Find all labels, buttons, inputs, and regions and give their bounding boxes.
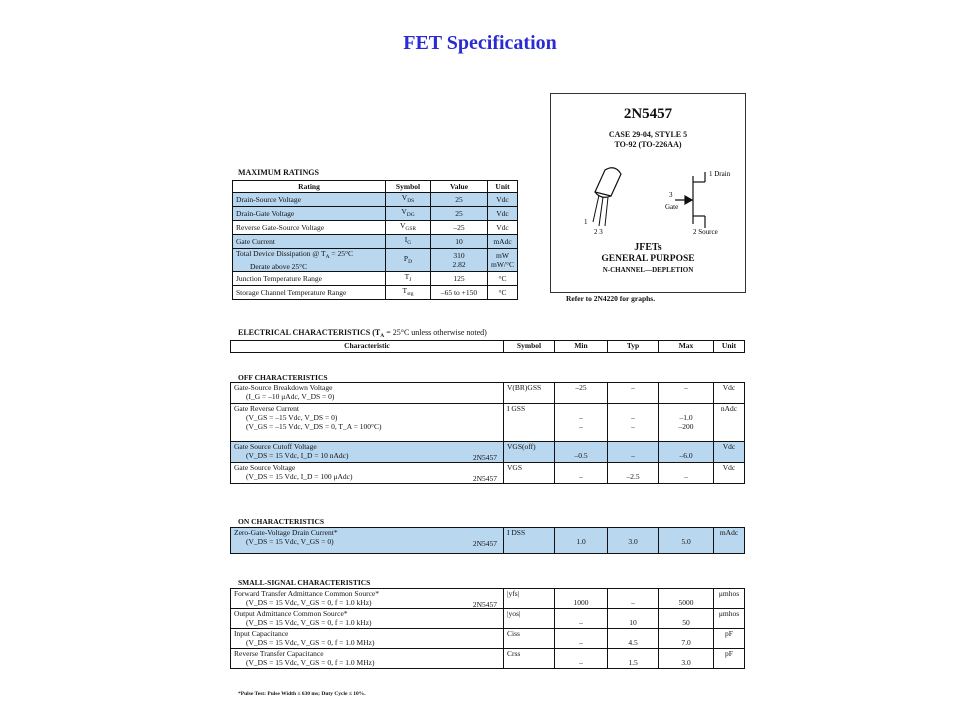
table-row: [233, 207, 518, 221]
characteristic-max: 7.0: [659, 629, 714, 649]
characteristic-max: 50: [659, 609, 714, 629]
table-row: [233, 235, 518, 249]
svg-text:1: 1: [584, 218, 588, 226]
svg-text:1 Drain: 1 Drain: [709, 170, 731, 178]
characteristic-name: Gate-Source Breakdown Voltage (I_G = –10 μAdc, V_DS = 0): [231, 383, 504, 404]
refer-note: Refer to 2N4220 for graphs.: [566, 294, 656, 303]
characteristic-symbol: VGS(off): [504, 442, 555, 463]
header-characteristic: Characteristic: [231, 341, 504, 353]
characteristic-min: 1000: [555, 589, 608, 609]
rating-unit: Vdc: [488, 207, 518, 221]
characteristic-name: Gate Reverse Current (V_GS = –15 Vdc, V_DS = 0) (V_GS = –15 Vdc, V_DS = 0, T_A = 100°C): [231, 404, 504, 442]
characteristic-typ: – –: [608, 404, 659, 442]
rating-value: 125: [431, 272, 488, 286]
characteristic-symbol: |yfs|: [504, 589, 555, 609]
characteristic-symbol: Ciss: [504, 629, 555, 649]
characteristic-max: –: [659, 463, 714, 484]
table-row: [231, 629, 745, 649]
on-characteristics-title: ON CHARACTERISTICS: [238, 517, 325, 526]
device-info-box: [550, 93, 746, 293]
small-signal-table: [230, 588, 745, 669]
header-symbol: Symbol: [386, 181, 431, 193]
rating-name: Reverse Gate-Source Voltage: [233, 221, 386, 235]
characteristic-max: –1.0 –200: [659, 404, 714, 442]
characteristic-min: –: [555, 609, 608, 629]
characteristic-min: –: [555, 629, 608, 649]
rating-unit: Vdc: [488, 221, 518, 235]
table-row: [233, 193, 518, 207]
header-value: Value: [431, 181, 488, 193]
slide-title: FET Specification: [403, 32, 557, 54]
device-description: JFETs GENERAL PURPOSE N-CHANNEL—DEPLETION: [601, 242, 695, 274]
characteristic-max: –: [659, 383, 714, 404]
characteristic-typ: –: [608, 383, 659, 404]
characteristic-unit: μmhos: [714, 609, 745, 629]
characteristic-typ: –: [608, 589, 659, 609]
max-ratings-title: MAXIMUM RATINGS: [238, 168, 319, 177]
characteristic-typ: –2.5: [608, 463, 659, 484]
rating-unit: mW mW/°C: [488, 249, 518, 272]
device-name: 2N5457: [623, 106, 673, 122]
characteristic-max: 5.0: [659, 528, 714, 554]
table-row: [233, 286, 518, 300]
characteristic-unit: pF: [714, 649, 745, 669]
table-row: [231, 528, 745, 554]
characteristic-symbol: I GSS: [504, 404, 555, 442]
rating-symbol: $T_{stg}$: [386, 286, 431, 300]
characteristic-symbol: VGS: [504, 463, 555, 484]
rating-symbol: $I_G$: [386, 235, 431, 249]
rating-symbol: $V_{GSR}$: [386, 221, 431, 235]
table-row: [231, 442, 745, 463]
characteristic-symbol: Crss: [504, 649, 555, 669]
rating-value: 310 2.82: [431, 249, 488, 272]
rating-unit: °C: [488, 272, 518, 286]
svg-text:2 Source: 2 Source: [693, 228, 718, 236]
characteristic-name: Reverse Transfer Capacitance (V_DS = 15 Vdc, V_GS = 0, f = 1.0 MHz): [231, 649, 504, 669]
characteristic-min: – –: [555, 404, 608, 442]
max-ratings-table: [232, 180, 518, 300]
small-signal-title: SMALL-SIGNAL CHARACTERISTICS: [238, 578, 371, 587]
device-tag: 2N5457: [472, 453, 497, 462]
characteristic-name: Gate Source Cutoff Voltage (V_DS = 15 Vdc, I_D = 10 nAdc) 2N5457: [231, 442, 504, 463]
table-row: [231, 589, 745, 609]
characteristic-typ: –: [608, 442, 659, 463]
characteristic-name: Input Capacitance (V_DS = 15 Vdc, V_GS = 0, f = 1.0 MHz): [231, 629, 504, 649]
rating-value: 10: [431, 235, 488, 249]
table-row: [231, 404, 745, 442]
table-row: [231, 609, 745, 629]
characteristic-unit: nAdc: [714, 404, 745, 442]
characteristic-typ: 1.5: [608, 649, 659, 669]
rating-name: Drain-Gate Voltage: [233, 207, 386, 221]
device-tag: 2N5457: [472, 474, 497, 483]
table-row: [233, 221, 518, 235]
rating-value: –25: [431, 221, 488, 235]
svg-text:Gate: Gate: [665, 203, 679, 211]
characteristic-max: –6.0: [659, 442, 714, 463]
table-row: [233, 249, 518, 272]
rating-symbol: $V_{DG}$: [386, 207, 431, 221]
characteristic-max: 3.0: [659, 649, 714, 669]
rating-value: 25: [431, 207, 488, 221]
characteristic-unit: μmhos: [714, 589, 745, 609]
to92-package-and-jfet-symbol: [581, 164, 731, 236]
characteristic-name: Output Admittance Common Source* (V_DS = 15 Vdc, V_GS = 0, f = 1.0 kHz): [231, 609, 504, 629]
off-characteristics-table: [230, 382, 745, 484]
rating-name: Drain-Source Voltage: [233, 193, 386, 207]
rating-unit: mAdc: [488, 235, 518, 249]
rating-name: Gate Current: [233, 235, 386, 249]
header-unit: Unit: [714, 341, 745, 353]
jfet-symbol-icon: [675, 172, 705, 228]
electrical-title: ELECTRICAL CHARACTERISTICS ($T_A = 25^\circ C$ unless otherwise noted): [238, 328, 487, 339]
off-characteristics-title: OFF CHARACTERISTICS: [238, 373, 328, 382]
pulse-test-footnote: *Pulse Test: Pulse Width ≤ 630 ms; Duty Cycle ≤ 10%.: [238, 691, 366, 697]
rating-symbol: $T_J$: [386, 272, 431, 286]
table-row: [231, 649, 745, 669]
rating-unit: Vdc: [488, 193, 518, 207]
table-row: [231, 463, 745, 484]
characteristic-symbol: V(BR)GSS: [504, 383, 555, 404]
characteristic-unit: pF: [714, 629, 745, 649]
table-row: [233, 272, 518, 286]
characteristic-min: –25: [555, 383, 608, 404]
rating-value: –65 to +150: [431, 286, 488, 300]
characteristic-unit: Vdc: [714, 463, 745, 484]
rating-name: Junction Temperature Range: [233, 272, 386, 286]
rating-value: 25: [431, 193, 488, 207]
rating-symbol: $P_D$: [386, 249, 431, 272]
on-characteristics-table: [230, 527, 745, 554]
header-max: Max: [659, 341, 714, 353]
characteristic-typ: 3.0: [608, 528, 659, 554]
header-unit: Unit: [488, 181, 518, 193]
case-info: CASE 29-04, STYLE 5 TO-92 (TO-226AA): [608, 130, 688, 149]
table-row: [231, 383, 745, 404]
characteristic-min: –0.5: [555, 442, 608, 463]
device-tag: 2N5457: [472, 539, 497, 548]
characteristic-name: Zero-Gate-Voltage Drain Current* (V_DS = 15 Vdc, V_GS = 0) 2N5457: [231, 528, 504, 554]
rating-unit: °C: [488, 286, 518, 300]
characteristic-unit: mAdc: [714, 528, 745, 554]
table-header-row: [233, 181, 518, 193]
header-min: Min: [555, 341, 608, 353]
characteristic-typ: 10: [608, 609, 659, 629]
characteristic-name: Gate Source Voltage (V_DS = 15 Vdc, I_D = 100 μAdc) 2N5457: [231, 463, 504, 484]
characteristic-min: –: [555, 463, 608, 484]
header-symbol: Symbol: [504, 341, 555, 353]
characteristic-max: 5000: [659, 589, 714, 609]
rating-name: Storage Channel Temperature Range: [233, 286, 386, 300]
to92-package-icon: [593, 168, 621, 226]
characteristic-typ: 4.5: [608, 629, 659, 649]
characteristic-unit: Vdc: [714, 383, 745, 404]
characteristic-symbol: I DSS: [504, 528, 555, 554]
header-typ: Typ: [608, 341, 659, 353]
characteristic-unit: Vdc: [714, 442, 745, 463]
electrical-header-table: [230, 340, 745, 353]
header-rating: Rating: [233, 181, 386, 193]
rating-symbol: $V_{DS}$: [386, 193, 431, 207]
characteristic-min: 1.0: [555, 528, 608, 554]
svg-text:2 3: 2 3: [594, 228, 603, 236]
rating-name: Total Device Dissipation @ $T_A = 25^\circ C$ Derate above 25°C: [233, 249, 386, 272]
characteristic-min: –: [555, 649, 608, 669]
svg-text:3: 3: [669, 191, 673, 199]
characteristic-name: Forward Transfer Admittance Common Source* (V_DS = 15 Vdc, V_GS = 0, f = 1.0 kHz) 2N5457: [231, 589, 504, 609]
characteristic-symbol: |yos|: [504, 609, 555, 629]
device-tag: 2N5457: [472, 600, 497, 609]
table-header-row: [231, 341, 745, 353]
